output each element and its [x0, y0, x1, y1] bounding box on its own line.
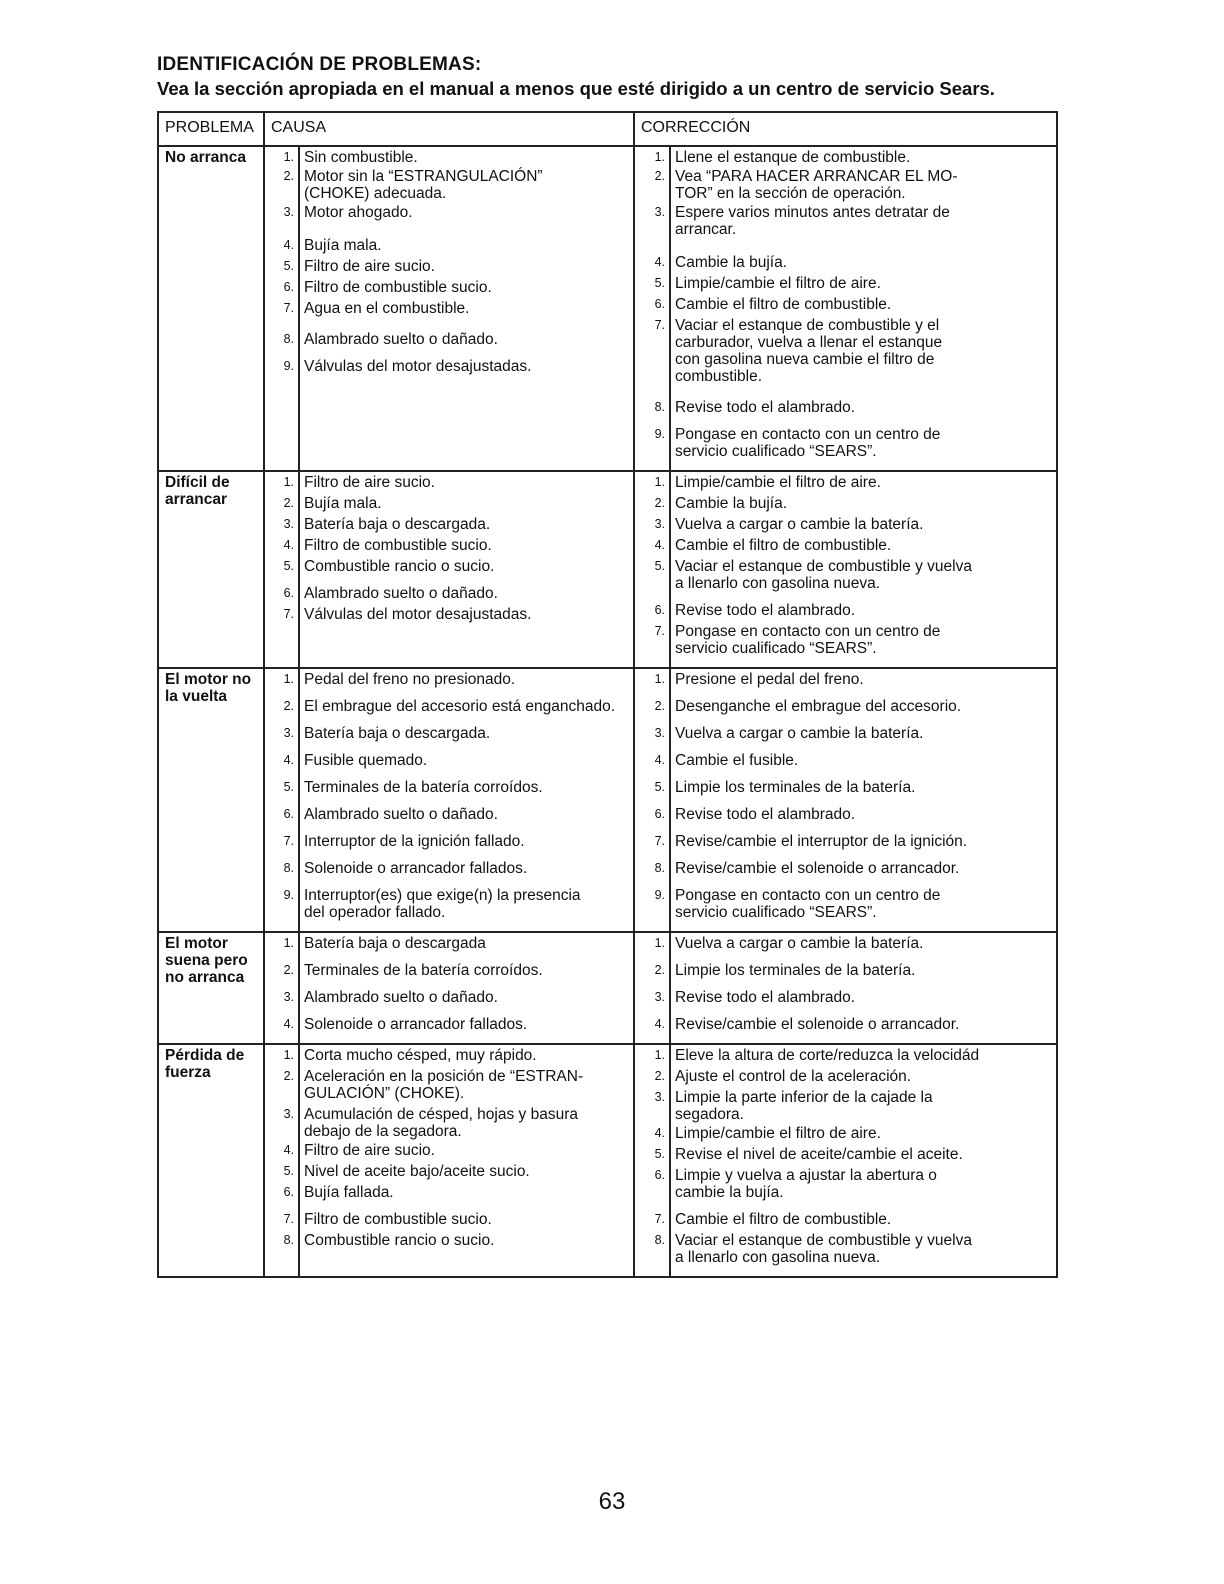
- cause-item: Fusible quemado.: [304, 752, 428, 769]
- correction-item: Revise el nivel de aceite/cambie el aceite.: [675, 1146, 963, 1163]
- item-number: 5.: [283, 559, 294, 573]
- correction-item: Revise todo el alambrado.: [675, 399, 856, 416]
- item-number: 7.: [654, 834, 665, 848]
- item-number: 5.: [654, 559, 665, 573]
- item-number: 1.: [283, 150, 294, 164]
- correction-item: Limpie/cambie el filtro de aire.: [675, 275, 881, 292]
- cause-cell: [299, 932, 634, 1044]
- item-number: 5.: [283, 1164, 294, 1178]
- correction-item: Vaciar el estanque de combustible y el carburador, vuelva a llenar el estanque con gasolina nueva cambie el filtro de combustible.: [675, 317, 943, 385]
- cause-item: Motor sin la “ESTRANGULACIÓN” (CHOKE) adecuada.: [304, 168, 543, 202]
- problem-cell: [158, 668, 264, 932]
- correction-cell: [670, 471, 1057, 668]
- item-number: 4.: [654, 255, 665, 269]
- table-header-row: [158, 112, 1057, 146]
- problem-cell: [158, 1044, 264, 1277]
- item-number: 1.: [283, 936, 294, 950]
- correction-numbers: [634, 932, 670, 1044]
- cause-item: Combustible rancio o sucio.: [304, 1232, 495, 1249]
- cause-numbers: [264, 471, 299, 668]
- item-number: 5.: [283, 259, 294, 273]
- item-number: 2.: [654, 699, 665, 713]
- cause-item: Terminales de la batería corroídos.: [304, 962, 543, 979]
- correction-item: Revise/cambie el solenoide o arrancador.: [675, 860, 960, 877]
- correction-item: Cambie la bujía.: [675, 495, 788, 512]
- item-number: 1.: [283, 475, 294, 489]
- correction-item: Revise todo el alambrado.: [675, 602, 856, 619]
- table-row: [158, 471, 1057, 668]
- item-number: 1.: [654, 936, 665, 950]
- item-number: 2.: [283, 963, 294, 977]
- problem-label: Difícil de arrancar: [165, 474, 230, 508]
- item-number: 5.: [283, 780, 294, 794]
- cause-item: Aceleración en la posición de “ESTRAN- GULACIÓN” (CHOKE).: [304, 1068, 584, 1102]
- page-number: 63: [598, 1488, 626, 1515]
- cause-item: Bujía mala.: [304, 495, 382, 512]
- cause-item: Nivel de aceite bajo/aceite sucio.: [304, 1163, 530, 1180]
- correction-item: Vea “PARA HACER ARRANCAR EL MO- TOR” en la sección de operación.: [675, 168, 958, 202]
- item-number: 6.: [654, 603, 665, 617]
- item-number: 7.: [654, 624, 665, 638]
- item-number: 2.: [283, 496, 294, 510]
- item-number: 4.: [283, 538, 294, 552]
- correction-item: Limpie los terminales de la batería.: [675, 962, 916, 979]
- correction-item: Limpie la parte inferior de la cajade la segadora.: [675, 1089, 933, 1123]
- cause-item: Bujía mala.: [304, 237, 382, 254]
- item-number: 2.: [654, 169, 665, 183]
- item-number: 5.: [654, 780, 665, 794]
- cause-item: Válvulas del motor desajustadas.: [304, 606, 532, 623]
- item-number: 4.: [283, 1017, 294, 1031]
- item-number: 4.: [654, 753, 665, 767]
- item-number: 3.: [654, 205, 665, 219]
- item-number: 2.: [283, 699, 294, 713]
- item-number: 1.: [654, 475, 665, 489]
- cause-item: Filtro de combustible sucio.: [304, 537, 492, 554]
- correction-item: Eleve la altura de corte/reduzca la velocidád: [675, 1047, 980, 1064]
- item-number: 4.: [283, 1143, 294, 1157]
- cause-numbers: [264, 1044, 299, 1277]
- item-number: 1.: [283, 1048, 294, 1062]
- cause-numbers: [264, 932, 299, 1044]
- item-number: 8.: [654, 861, 665, 875]
- troubleshooting-table: [157, 111, 1058, 1278]
- correction-item: Cambie el fusible.: [675, 752, 799, 769]
- problem-cell: [158, 932, 264, 1044]
- item-number: 3.: [283, 726, 294, 740]
- cause-item: Alambrado suelto o dañado.: [304, 989, 498, 1006]
- correction-numbers: [634, 1044, 670, 1277]
- cause-item: Batería baja o descargada: [304, 935, 486, 952]
- correction-cell: [670, 146, 1057, 471]
- cause-cell: [299, 1044, 634, 1277]
- correction-item: Ajuste el control de la aceleración.: [675, 1068, 912, 1085]
- cause-cell: [299, 146, 634, 471]
- correction-numbers: [634, 471, 670, 668]
- correction-numbers: [634, 146, 670, 471]
- item-number: 7.: [283, 301, 294, 315]
- item-number: 4.: [283, 753, 294, 767]
- problem-cell: [158, 471, 264, 668]
- correction-item: Vuelva a cargar o cambie la batería.: [675, 935, 924, 952]
- cause-item: El embrague del accesorio está enganchado.: [304, 698, 616, 715]
- column-header-problema: PROBLEMA: [158, 112, 264, 146]
- item-number: 3.: [654, 990, 665, 1004]
- item-number: 6.: [654, 297, 665, 311]
- correction-item: Pongase en contacto con un centro de servicio cualificado “SEARS”.: [675, 426, 941, 460]
- item-number: 7.: [654, 1212, 665, 1226]
- item-number: 4.: [654, 538, 665, 552]
- item-number: 3.: [283, 517, 294, 531]
- item-number: 6.: [283, 586, 294, 600]
- item-number: 7.: [283, 607, 294, 621]
- column-header-correccion: CORRECCIÓN: [634, 112, 1057, 146]
- item-number: 6.: [283, 807, 294, 821]
- correction-item: Vuelva a cargar o cambie la batería.: [675, 516, 924, 533]
- cause-item: Alambrado suelto o dañado.: [304, 806, 498, 823]
- table-row: [158, 668, 1057, 932]
- item-number: 4.: [283, 238, 294, 252]
- correction-item: Revise todo el alambrado.: [675, 806, 856, 823]
- cause-numbers: [264, 146, 299, 471]
- cause-item: Filtro de combustible sucio.: [304, 1211, 492, 1228]
- cause-item: Pedal del freno no presionado.: [304, 671, 516, 688]
- item-number: 7.: [654, 318, 665, 332]
- cause-item: Solenoide o arrancador fallados.: [304, 860, 528, 877]
- item-number: 3.: [283, 1107, 294, 1121]
- item-number: 2.: [654, 496, 665, 510]
- correction-item: Desenganche el embrague del accesorio.: [675, 698, 962, 715]
- correction-cell: [670, 668, 1057, 932]
- cause-item: Batería baja o descargada.: [304, 725, 491, 742]
- correction-cell: [670, 932, 1057, 1044]
- cause-item: Filtro de aire sucio.: [304, 474, 435, 491]
- cause-item: Corta mucho césped, muy rápido.: [304, 1047, 537, 1064]
- item-number: 8.: [283, 1233, 294, 1247]
- item-number: 3.: [654, 726, 665, 740]
- correction-item: Pongase en contacto con un centro de servicio cualificado “SEARS”.: [675, 623, 941, 657]
- correction-item: Vaciar el estanque de combustible y vuelva a llenarlo con gasolina nueva.: [675, 1232, 972, 1266]
- item-number: 3.: [283, 990, 294, 1004]
- table-row: [158, 1044, 1057, 1277]
- correction-item: Vaciar el estanque de combustible y vuelva a llenarlo con gasolina nueva.: [675, 558, 972, 592]
- item-number: 7.: [283, 1212, 294, 1226]
- table-row: [158, 932, 1057, 1044]
- problem-label: No arranca: [165, 149, 246, 166]
- correction-item: Cambie el filtro de combustible.: [675, 296, 892, 313]
- cause-item: Acumulación de césped, hojas y basura debajo de la segadora.: [304, 1106, 578, 1140]
- item-number: 8.: [283, 861, 294, 875]
- correction-item: Presione el pedal del freno.: [675, 671, 864, 688]
- item-number: 9.: [654, 427, 665, 441]
- correction-item: Cambie el filtro de combustible.: [675, 537, 892, 554]
- table-row: [158, 146, 1057, 471]
- correction-item: Revise/cambie el interruptor de la ignición.: [675, 833, 968, 850]
- item-number: 9.: [654, 888, 665, 902]
- item-number: 3.: [654, 1090, 665, 1104]
- page-heading: IDENTIFICACIÓN DE PROBLEMAS:: [157, 54, 482, 75]
- correction-item: Llene el estanque de combustible.: [675, 149, 911, 166]
- correction-cell: [670, 1044, 1057, 1277]
- correction-item: Revise/cambie el solenoide o arrancador.: [675, 1016, 960, 1033]
- cause-item: Filtro de aire sucio.: [304, 258, 435, 275]
- cause-cell: [299, 471, 634, 668]
- item-number: 3.: [654, 517, 665, 531]
- cause-item: Filtro de aire sucio.: [304, 1142, 435, 1159]
- item-number: 1.: [654, 1048, 665, 1062]
- cause-item: Solenoide o arrancador fallados.: [304, 1016, 528, 1033]
- item-number: 6.: [283, 280, 294, 294]
- cause-item: Agua en el combustible.: [304, 300, 470, 317]
- correction-item: Limpie/cambie el filtro de aire.: [675, 474, 881, 491]
- item-number: 1.: [654, 150, 665, 164]
- item-number: 2.: [283, 169, 294, 183]
- cause-item: Filtro de combustible sucio.: [304, 279, 492, 296]
- cause-item: Interruptor(es) que exige(n) la presencia del operador fallado.: [304, 887, 581, 921]
- cause-item: Motor ahogado.: [304, 204, 413, 221]
- correction-item: Revise todo el alambrado.: [675, 989, 856, 1006]
- problem-cell: [158, 146, 264, 471]
- cause-cell: [299, 668, 634, 932]
- cause-item: Alambrado suelto o dañado.: [304, 585, 498, 602]
- item-number: 6.: [654, 1168, 665, 1182]
- item-number: 9.: [283, 888, 294, 902]
- item-number: 4.: [654, 1017, 665, 1031]
- correction-item: Cambie el filtro de combustible.: [675, 1211, 892, 1228]
- cause-item: Combustible rancio o sucio.: [304, 558, 495, 575]
- cause-item: Válvulas del motor desajustadas.: [304, 358, 532, 375]
- item-number: 2.: [654, 963, 665, 977]
- correction-item: Limpie/cambie el filtro de aire.: [675, 1125, 881, 1142]
- item-number: 1.: [654, 672, 665, 686]
- cause-item: Sin combustible.: [304, 149, 418, 166]
- cause-item: Batería baja o descargada.: [304, 516, 491, 533]
- item-number: 8.: [283, 332, 294, 346]
- item-number: 3.: [283, 205, 294, 219]
- correction-item: Limpie y vuelva a ajustar la abertura o cambie la bujía.: [675, 1167, 937, 1201]
- cause-item: Bujía fallada.: [304, 1184, 394, 1201]
- correction-item: Pongase en contacto con un centro de servicio cualificado “SEARS”.: [675, 887, 941, 921]
- item-number: 8.: [654, 1233, 665, 1247]
- cause-item: Alambrado suelto o dañado.: [304, 331, 498, 348]
- cause-item: Terminales de la batería corroídos.: [304, 779, 543, 796]
- page-subheading: Vea la sección apropiada en el manual a menos que esté dirigido a un centro de servicio Sears.: [157, 78, 995, 99]
- item-number: 1.: [283, 672, 294, 686]
- item-number: 6.: [283, 1185, 294, 1199]
- correction-item: Espere varios minutos antes detratar de arrancar.: [675, 204, 950, 238]
- cause-item: Interruptor de la ignición fallado.: [304, 833, 525, 850]
- correction-item: Cambie la bujía.: [675, 254, 788, 271]
- item-number: 5.: [654, 1147, 665, 1161]
- correction-item: Limpie los terminales de la batería.: [675, 779, 916, 796]
- problem-label: El motor no la vuelta: [165, 671, 252, 705]
- correction-item: Vuelva a cargar o cambie la batería.: [675, 725, 924, 742]
- problem-label: El motor suena pero no arranca: [165, 935, 248, 986]
- cause-numbers: [264, 668, 299, 932]
- problem-label: Pérdida de fuerza: [165, 1047, 245, 1081]
- correction-numbers: [634, 668, 670, 932]
- item-number: 9.: [283, 359, 294, 373]
- item-number: 8.: [654, 400, 665, 414]
- item-number: 2.: [283, 1069, 294, 1083]
- item-number: 6.: [654, 807, 665, 821]
- item-number: 2.: [654, 1069, 665, 1083]
- item-number: 7.: [283, 834, 294, 848]
- item-number: 4.: [654, 1126, 665, 1140]
- item-number: 5.: [654, 276, 665, 290]
- column-header-causa: CAUSA: [264, 112, 634, 146]
